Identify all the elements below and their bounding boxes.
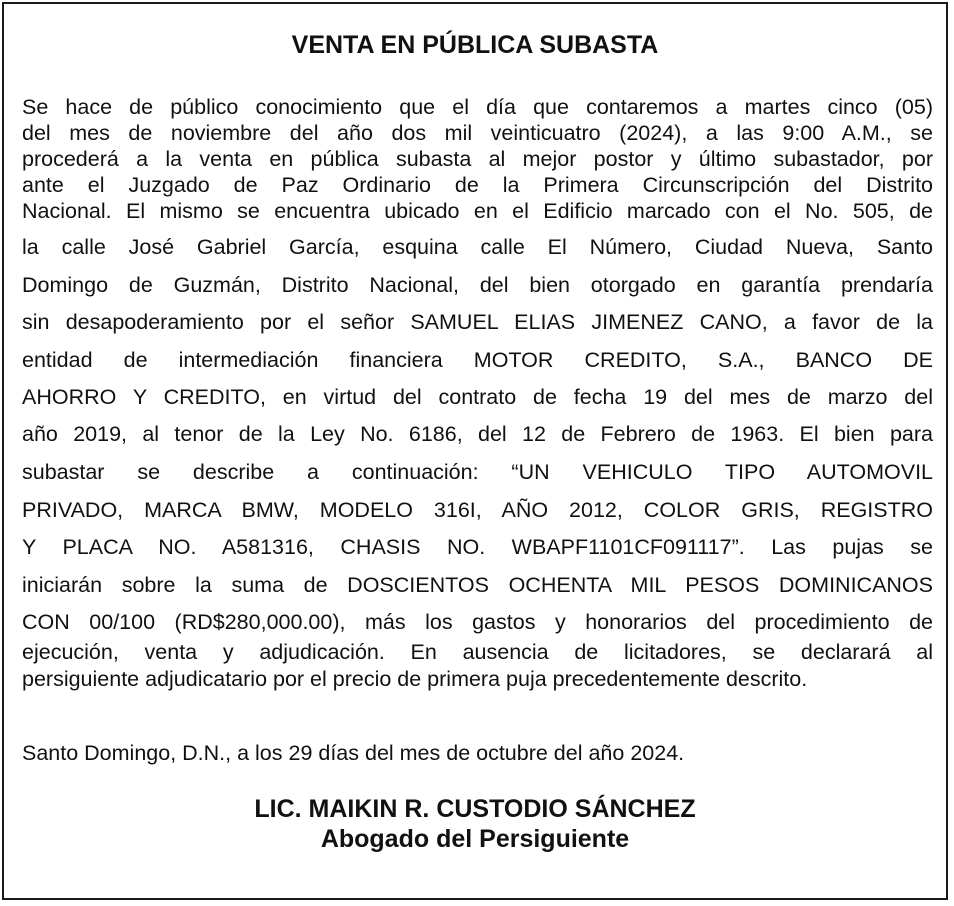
signatory-role: Abogado del Persiguiente — [320, 825, 630, 853]
body-line: Domingo de Guzmán, Distrito Nacional, del bien otorgado en garantía prendaría — [22, 273, 933, 297]
body-line: del mes de noviembre del año dos mil veinticuatro (2024), a las 9:00 A.M., se — [22, 121, 933, 145]
body-line: ante el Juzgado de Paz Ordinario de la Primera Circunscripción del Distrito — [22, 173, 933, 197]
legal-notice-box — [2, 2, 948, 900]
body-line: subastar se describe a continuación: “UN VEHICULO TIPO AUTOMOVIL — [22, 460, 933, 484]
body-line: Y PLACA NO. A581316, CHASIS NO. WBAPF1101CF091117”. Las pujas se — [22, 535, 933, 559]
body-line: año 2019, al tenor de la Ley No. 6186, del 12 de Febrero de 1963. El bien para — [22, 422, 933, 446]
date-line: Santo Domingo, D.N., a los 29 días del mes de octubre del año 2024. — [22, 741, 685, 765]
body-line: la calle José Gabriel García, esquina calle El Número, Ciudad Nueva, Santo — [22, 235, 933, 259]
body-line: persiguiente adjudicatario por el precio de primera puja precedentemente descrito. — [22, 667, 808, 691]
body-line: Nacional. El mismo se encuentra ubicado en el Edificio marcado con el No. 505, de — [22, 199, 933, 223]
body-line: iniciarán sobre la suma de DOSCIENTOS OCHENTA MIL PESOS DOMINICANOS — [22, 573, 933, 597]
body-line: PRIVADO, MARCA BMW, MODELO 316I, AÑO 2012, COLOR GRIS, REGISTRO — [22, 498, 933, 522]
body-line: procederá a la venta en pública subasta al mejor postor y último subastador, por — [22, 147, 933, 171]
body-line: Se hace de público conocimiento que el día que contaremos a martes cinco (05) — [22, 95, 933, 119]
body-line: entidad de intermediación financiera MOTOR CREDITO, S.A., BANCO DE — [22, 348, 933, 372]
body-line: AHORRO Y CREDITO, en virtud del contrato de fecha 19 del mes de marzo del — [22, 385, 933, 409]
body-line: sin desapoderamiento por el señor SAMUEL ELIAS JIMENEZ CANO, a favor de la — [22, 310, 933, 334]
body-line: CON 00/100 (RD$280,000.00), más los gastos y honorarios del procedimiento de — [22, 610, 933, 634]
signatory-name: LIC. MAIKIN R. CUSTODIO SÁNCHEZ — [254, 795, 696, 823]
body-line: ejecución, venta y adjudicación. En ausencia de licitadores, se declarará al — [22, 640, 933, 664]
notice-title: VENTA EN PÚBLICA SUBASTA — [291, 31, 659, 59]
